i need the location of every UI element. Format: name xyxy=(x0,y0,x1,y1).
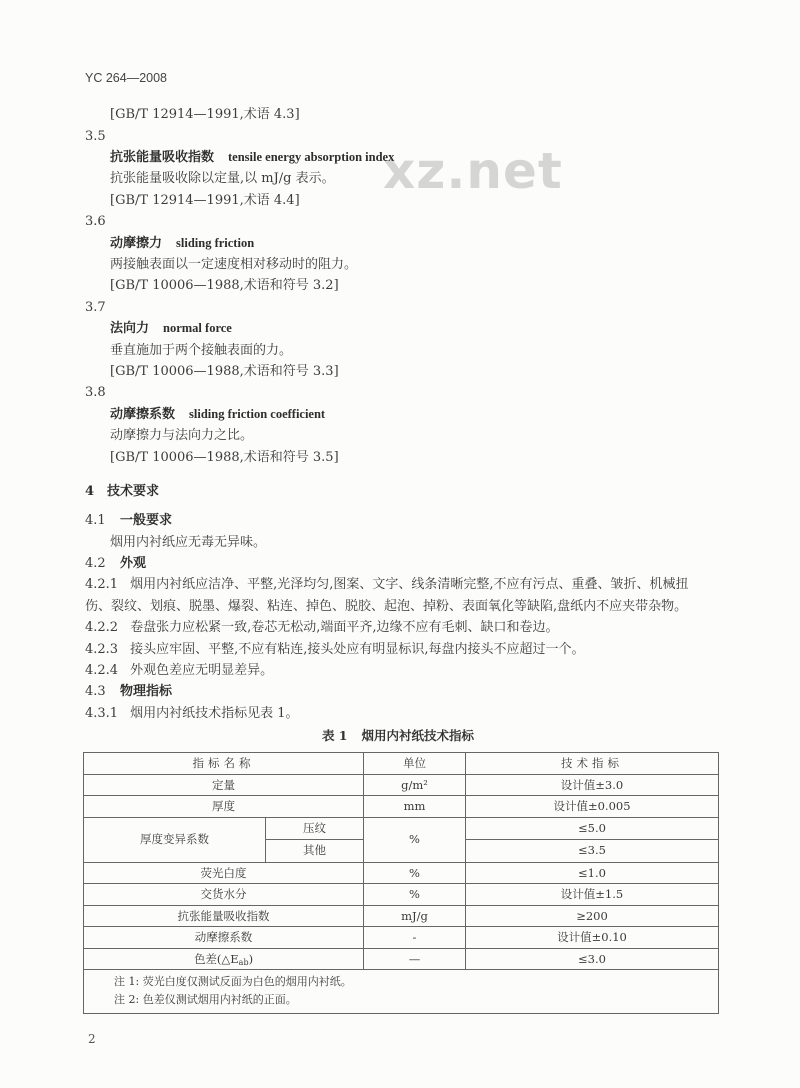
watermark: xz.net xyxy=(383,142,563,200)
clause xyxy=(85,617,688,638)
clause-number: 4.2.2 xyxy=(85,620,119,636)
indicator-value: ≤5.0 xyxy=(466,817,719,840)
indicator-subname: 其他 xyxy=(266,840,364,863)
subsection-number: 4.1 xyxy=(85,513,106,529)
term-name-zh: 抗张能量吸收指数 xyxy=(110,150,215,166)
page-number: 2 xyxy=(88,1032,96,1046)
section-title: 技术要求 xyxy=(107,484,160,499)
table-note: 注 2: 色差仪测试烟用内衬纸的正面。 xyxy=(114,993,297,1006)
clause xyxy=(85,703,688,724)
term-reference: [GB/T 10006—1988,术语和符号 3.3] xyxy=(110,363,339,379)
header-indicator-name: 指标名称 xyxy=(84,753,364,775)
indicator-value: 设计值±0.10 xyxy=(466,927,719,949)
table-row xyxy=(84,905,719,927)
table-header-row xyxy=(84,753,719,775)
term-entry xyxy=(85,126,394,212)
term-entry xyxy=(85,382,394,468)
subsection-number: 4.3 xyxy=(85,684,106,700)
clause-text: 卷盘张力应松紧一致,卷芯无松动,端面平齐,边缘不应有毛刺、缺口和卷边。 xyxy=(130,620,559,636)
subsection-title: 外观 xyxy=(120,556,147,572)
indicator-unit: mm xyxy=(364,796,466,818)
term-name-zh: 法向力 xyxy=(110,321,150,337)
indicator-unit: % xyxy=(364,817,466,862)
term-definition: 垂直施加于两个接触表面的力。 xyxy=(110,342,293,358)
clause-number: 4.2.1 xyxy=(85,577,119,593)
indicator-name: 厚度变异系数 xyxy=(84,817,266,862)
color-diff-close: ) xyxy=(248,951,254,966)
clause-number: 4.2.3 xyxy=(85,641,119,657)
table-caption-number: 表 1 xyxy=(321,728,348,743)
table-row xyxy=(84,948,719,970)
term-definition: 动摩擦力与法向力之比。 xyxy=(110,428,254,444)
indicator-name: 交货水分 xyxy=(84,884,364,906)
table-row xyxy=(84,927,719,949)
table-row xyxy=(84,817,719,840)
clause-text: 烟用内衬纸应洁净、平整,光泽均匀,图案、文字、线条清晰完整,不应有污点、重叠、皱折、机械扭 xyxy=(130,577,689,593)
clause-number: 4.2.4 xyxy=(85,663,119,679)
terms-section xyxy=(85,104,394,468)
clause-number: 4.3.1 xyxy=(85,705,119,721)
table-caption-title: 烟用内衬纸技术指标 xyxy=(361,728,475,743)
subsection-heading xyxy=(85,510,688,531)
term-name-en: normal force xyxy=(163,321,232,336)
indicator-subname: 压纹 xyxy=(266,817,364,840)
indicator-name xyxy=(84,948,364,970)
term-name-en: sliding friction xyxy=(176,235,255,250)
term-title xyxy=(85,404,394,425)
table-notes xyxy=(84,970,719,1014)
term-reference: [GB/T 12914—1991,术语 4.4] xyxy=(110,192,300,208)
indicator-value: ≤1.0 xyxy=(466,862,719,884)
indicator-name: 厚度 xyxy=(84,796,364,818)
subsection-heading xyxy=(85,553,688,574)
clause xyxy=(85,574,688,595)
table-caption xyxy=(0,725,796,746)
term-definition: 两接触表面以一定速度相对移动时的阻力。 xyxy=(110,257,358,273)
term-reference: [GB/T 12914—1991,术语 4.3] xyxy=(110,107,300,123)
indicator-name: 荧光白度 xyxy=(84,862,364,884)
color-diff-subscript: ab xyxy=(238,957,249,967)
clause xyxy=(85,639,688,660)
indicator-unit: — xyxy=(364,948,466,970)
document-code-header: YC 264—2008 xyxy=(85,71,168,85)
term-entry xyxy=(85,297,394,383)
indicator-name: 动摩擦系数 xyxy=(84,927,364,949)
term-definition: 抗张能量吸收除以定量,以 mJ/g 表示。 xyxy=(110,171,335,187)
term-reference: [GB/T 10006—1988,术语和符号 3.5] xyxy=(110,449,339,465)
indicator-unit: g/m² xyxy=(364,774,466,796)
technical-requirements-body xyxy=(85,510,688,724)
section-4-heading xyxy=(85,481,159,502)
indicator-name: 定量 xyxy=(84,774,364,796)
indicator-value: 设计值±1.5 xyxy=(466,884,719,906)
indicator-value: 设计值±3.0 xyxy=(466,774,719,796)
table-notes-row xyxy=(84,970,719,1014)
term-name-en: tensile energy absorption index xyxy=(228,150,395,165)
indicator-name: 抗张能量吸收指数 xyxy=(84,905,364,927)
section-number: 4 xyxy=(85,484,95,499)
table-row xyxy=(84,796,719,818)
indicator-value: ≥200 xyxy=(466,905,719,927)
indicator-value: ≤3.0 xyxy=(466,948,719,970)
color-diff-name: 色差(△E xyxy=(193,951,239,966)
paragraph: 烟用内衬纸应无毒无异味。 xyxy=(110,534,267,550)
subsection-heading xyxy=(85,681,688,702)
subsection-title: 物理指标 xyxy=(120,684,173,700)
indicator-value: ≤3.5 xyxy=(466,840,719,863)
subsection-title: 一般要求 xyxy=(120,513,173,529)
term-title xyxy=(85,318,394,339)
term-title xyxy=(85,233,394,254)
clause-text: 烟用内衬纸技术指标见表 1。 xyxy=(130,705,299,721)
header-unit: 单位 xyxy=(364,753,466,775)
header-technical-value: 技术指标 xyxy=(466,753,719,775)
term-number: 3.7 xyxy=(85,299,106,315)
indicator-unit: - xyxy=(364,927,466,949)
clause-text: 接头应牢固、平整,不应有粘连,接头处应有明显标识,每盘内接头不应超过一个。 xyxy=(130,641,585,657)
table-row xyxy=(84,862,719,884)
term-name-en: sliding friction coefficient xyxy=(189,406,326,421)
term-title xyxy=(85,147,394,168)
section-heading xyxy=(85,481,159,502)
clause-continuation: 伤、裂纹、划痕、脱墨、爆裂、粘连、掉色、脱胶、起泡、掉粉、表面氧化等缺陷,盘纸内不应夹带杂物。 xyxy=(85,598,688,614)
term-number: 3.8 xyxy=(85,385,106,401)
table-row xyxy=(84,884,719,906)
spec-table xyxy=(83,752,719,1014)
table-row xyxy=(84,774,719,796)
table-note: 注 1: 荧光白度仅测试反面为白色的烟用内衬纸。 xyxy=(114,975,352,988)
term-name-zh: 动摩擦系数 xyxy=(110,406,176,422)
term-entry xyxy=(85,211,394,297)
clause xyxy=(85,660,688,681)
indicator-unit: mJ/g xyxy=(364,905,466,927)
clause-text: 外观色差应无明显差异。 xyxy=(130,663,274,679)
indicator-unit: % xyxy=(364,884,466,906)
term-number: 3.6 xyxy=(85,214,106,230)
term-reference: [GB/T 10006—1988,术语和符号 3.2] xyxy=(110,278,339,294)
subsection-number: 4.2 xyxy=(85,556,106,572)
indicator-value: 设计值±0.005 xyxy=(466,796,719,818)
term-number: 3.5 xyxy=(85,128,106,144)
indicator-unit: % xyxy=(364,862,466,884)
term-name-zh: 动摩擦力 xyxy=(110,235,163,251)
